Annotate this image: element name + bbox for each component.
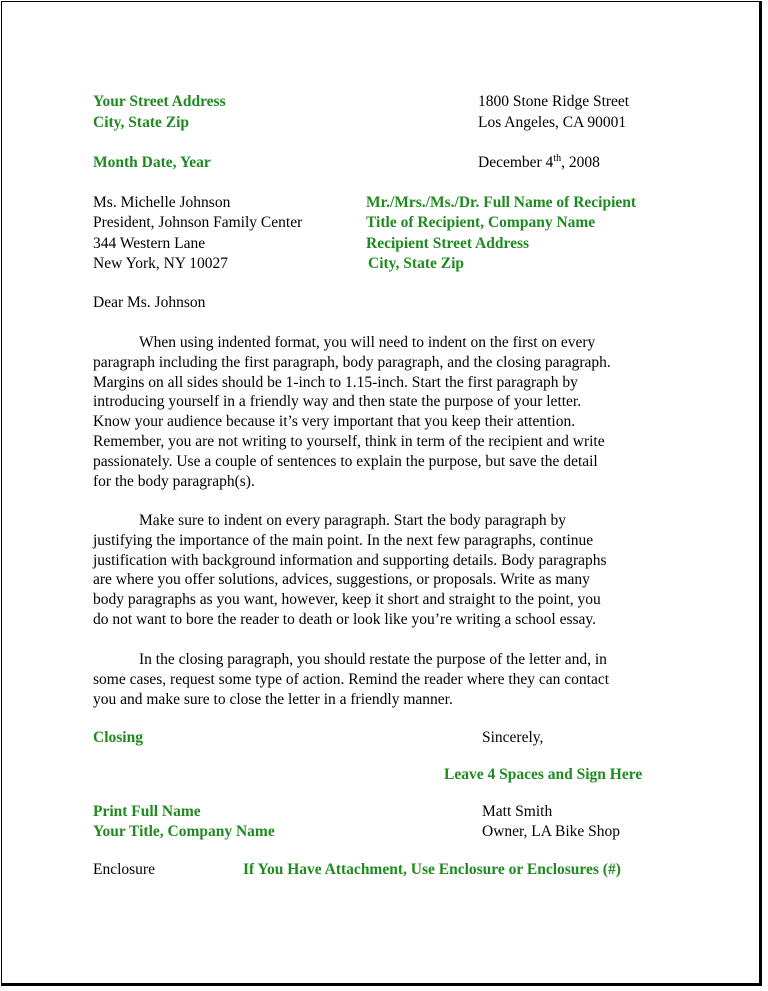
recipient-city: New York, NY 10027 [93, 255, 229, 272]
guide-city-state-zip: City, State Zip [93, 114, 190, 131]
guide-recipient-city: City, State Zip [368, 255, 465, 272]
signer-title: Owner, LA Bike Shop [482, 823, 621, 840]
recipient-name: Ms. Michelle Johnson [93, 194, 231, 211]
guide-enclosure: If You Have Attachment, Use Enclosure or Enclosures (#) [243, 861, 621, 878]
recipient-street: 344 Western Lane [93, 235, 206, 252]
body-paragraph: Make sure to indent on every paragraph. Start the body paragraph by justifying the importance of the main point. In the next few paragraphs, continue justification with background information and supporting details. Body paragraphs are where you offer solutions, advices, suggestions, or proposals. Write as many body paragraphs as you want, however, keep it short and straight to the point, you do not want to bore the reader to death or look like you’re writing a school essay. [93, 512, 607, 628]
enclosure-label: Enclosure [93, 861, 155, 878]
guide-signer-title: Your Title, Company Name [93, 823, 275, 840]
sender-city: Los Angeles, CA 90001 [478, 114, 627, 131]
guide-recipient-title: Title of Recipient, Company Name [366, 214, 596, 231]
guide-street-address: Your Street Address [93, 93, 226, 110]
guide-date: Month Date, Year [93, 154, 211, 171]
guide-recipient-street: Recipient Street Address [366, 235, 530, 252]
letter-date: December 4th, 2008 [478, 152, 600, 171]
sender-street: 1800 Stone Ridge Street [478, 93, 630, 110]
guide-recipient-name: Mr./Mrs./Ms./Dr. Full Name of Recipient [366, 194, 637, 211]
guide-closing: Closing [93, 729, 143, 746]
signer-name: Matt Smith [482, 803, 553, 820]
closing-paragraph: In the closing paragraph, you should restate the purpose of the letter and, in some cases, request some type of action. Remind the reader where they can contact you and make sure to close the letter in a friendly manner. [93, 651, 610, 708]
closing-text: Sincerely, [482, 729, 544, 746]
intro-paragraph: When using indented format, you will need to indent on the first on every paragraph including the first paragraph, body paragraph, and the closing paragraph. Margins on all sides should be 1-inch to 1.15-inch. Start the first paragraph by introducing yourself in a friendly way and then state the purpose of your letter. Know your audience because it’s very important that you keep their attention. Remember, you are not writing to yourself, think in term of the recipient and write passionately. Use a couple of sentences to explain the purpose, but save the detail for the body paragraph(s). [93, 334, 611, 490]
salutation: Dear Ms. Johnson [93, 294, 206, 311]
guide-signature: Leave 4 Spaces and Sign Here [444, 766, 643, 783]
recipient-title: President, Johnson Family Center [93, 214, 303, 231]
guide-print-name: Print Full Name [93, 803, 201, 820]
letter-page [1, 1, 762, 986]
